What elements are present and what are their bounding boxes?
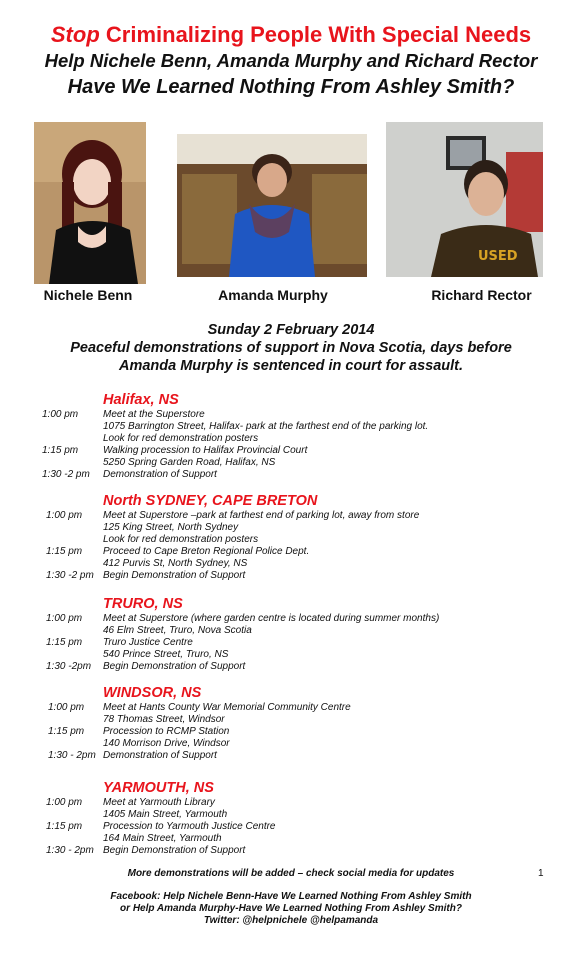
schedule-time: 1:30 - 2pm <box>46 845 94 856</box>
facebook-line-2: or Help Amanda Murphy-Have We Learned Nothing From Ashley Smith? <box>120 903 462 914</box>
schedule-detail: Meet at Superstore –park at farthest end of parking lot, away from store <box>103 510 420 521</box>
schedule-row <box>0 637 582 649</box>
page-number: 1 <box>538 868 544 879</box>
schedule-row <box>0 726 582 738</box>
schedule-time: 1:15 pm <box>48 726 85 737</box>
location-heading: North SYDNEY, CAPE BRETON <box>103 493 318 509</box>
schedule-detail: Walking procession to Halifax Provincial Court <box>103 445 308 456</box>
schedule-time: 1:30 -2 pm <box>42 469 90 480</box>
event-description-line-1: Peaceful demonstrations of support in Nova Scotia, days before <box>70 340 512 356</box>
schedule-time: 1:15 pm <box>46 637 83 648</box>
schedule-detail: Proceed to Cape Breton Regional Police Dept. <box>103 546 310 557</box>
schedule-row <box>0 570 582 582</box>
schedule-time: 1:00 pm <box>46 613 83 624</box>
headline-main: Criminalizing People With Special Needs <box>105 22 532 47</box>
event-date: Sunday 2 February 2014 <box>207 322 375 338</box>
schedule-detail: Demonstration of Support <box>103 750 217 761</box>
schedule-detail: Meet at Superstore (where garden centre is located during summer months) <box>103 613 440 624</box>
schedule-row <box>0 750 582 762</box>
headline-line-1 <box>0 22 582 48</box>
photo-richard-rector <box>386 122 543 277</box>
schedule-detail: 140 Morrison Drive, Windsor <box>103 738 230 749</box>
schedule-detail: Look for red demonstration posters <box>103 433 259 444</box>
name-amanda-murphy: Amanda Murphy <box>218 287 328 303</box>
schedule-row <box>0 821 582 833</box>
schedule-time: 1:30 -2pm <box>46 661 92 672</box>
schedule-row <box>0 445 582 457</box>
schedule-time: 1:00 pm <box>42 409 79 420</box>
more-demonstrations-note: More demonstrations will be added – check social media for updates <box>127 868 455 879</box>
schedule-detail: Truro Justice Centre <box>103 637 193 648</box>
schedule-time: 1:30 -2 pm <box>46 570 94 581</box>
schedule-time: 1:15 pm <box>46 821 83 832</box>
name-nichele-benn: Nichele Benn <box>43 287 133 303</box>
schedule-time: 1:15 pm <box>42 445 79 456</box>
schedule-detail: Meet at the Superstore <box>103 409 205 420</box>
schedule-row <box>0 797 582 809</box>
schedule-time: 1:00 pm <box>46 797 83 808</box>
location-heading: Halifax, NS <box>103 392 179 408</box>
schedule-row <box>0 613 582 625</box>
schedule-row <box>0 510 582 522</box>
name-richard-rector: Richard Rector <box>431 287 532 303</box>
schedule-detail: Procession to RCMP Station <box>103 726 230 737</box>
schedule-row <box>0 738 582 750</box>
schedule-row <box>0 433 582 445</box>
schedule-row <box>0 522 582 534</box>
photo-nichele-benn <box>34 122 146 284</box>
schedule-detail: 5250 Spring Garden Road, Halifax, NS <box>103 457 276 468</box>
headline-stop: Stop <box>50 22 100 47</box>
schedule-row <box>0 469 582 481</box>
schedule-row <box>0 649 582 661</box>
schedule-detail: Begin Demonstration of Support <box>103 661 246 672</box>
schedule-detail: Procession to Yarmouth Justice Centre <box>103 821 276 832</box>
schedule-row <box>0 625 582 637</box>
schedule-row <box>0 421 582 433</box>
schedule-detail: 1405 Main Street, Yarmouth <box>103 809 228 820</box>
schedule-row <box>0 845 582 857</box>
location-heading: TRURO, NS <box>103 596 183 612</box>
schedule-detail: 125 King Street, North Sydney <box>103 522 239 533</box>
headline-line-3: Have We Learned Nothing From Ashley Smith? <box>67 76 515 98</box>
schedule-row <box>0 546 582 558</box>
schedule-time: 1:15 pm <box>46 546 83 557</box>
schedule-detail: Meet at Yarmouth Library <box>103 797 215 808</box>
schedule-detail: Look for red demonstration posters <box>103 534 259 545</box>
schedule-row <box>0 409 582 421</box>
schedule-detail: Demonstration of Support <box>103 469 217 480</box>
schedule-detail: Begin Demonstration of Support <box>103 845 246 856</box>
schedule-detail: 164 Main Street, Yarmouth <box>103 833 222 844</box>
schedule-detail: 78 Thomas Street, Windsor <box>103 714 225 725</box>
schedule-detail: 412 Purvis St, North Sydney, NS <box>103 558 248 569</box>
schedule-row <box>0 714 582 726</box>
schedule-row <box>0 702 582 714</box>
location-heading: YARMOUTH, NS <box>103 780 214 796</box>
photo-amanda-murphy <box>177 134 367 277</box>
svg-text:USED: USED <box>478 249 518 264</box>
event-description-line-2: Amanda Murphy is sentenced in court for assault. <box>118 358 464 374</box>
schedule-row <box>0 457 582 469</box>
schedule-time: 1:30 - 2pm <box>48 750 96 761</box>
schedule-row <box>0 534 582 546</box>
facebook-line-1: Facebook: Help Nichele Benn-Have We Learned Nothing From Ashley Smith <box>110 891 472 902</box>
schedule-row <box>0 558 582 570</box>
schedule-detail: 540 Prince Street, Truro, NS <box>103 649 229 660</box>
twitter-handles: Twitter: @helpnichele @helpamanda <box>203 915 379 926</box>
schedule-detail: 46 Elm Street, Truro, Nova Scotia <box>103 625 252 636</box>
schedule-detail: 1075 Barrington Street, Halifax- park at the farthest end of the parking lot. <box>103 421 429 432</box>
schedule-detail: Meet at Hants County War Memorial Community Centre <box>103 702 351 713</box>
schedule-row <box>0 809 582 821</box>
schedule-row <box>0 833 582 845</box>
schedule-detail: Begin Demonstration of Support <box>103 570 246 581</box>
location-heading: WINDSOR, NS <box>103 685 202 701</box>
headline-line-2: Help Nichele Benn, Amanda Murphy and Richard Rector <box>44 50 538 71</box>
schedule-time: 1:00 pm <box>48 702 85 713</box>
schedule-row <box>0 661 582 673</box>
schedule-time: 1:00 pm <box>46 510 83 521</box>
